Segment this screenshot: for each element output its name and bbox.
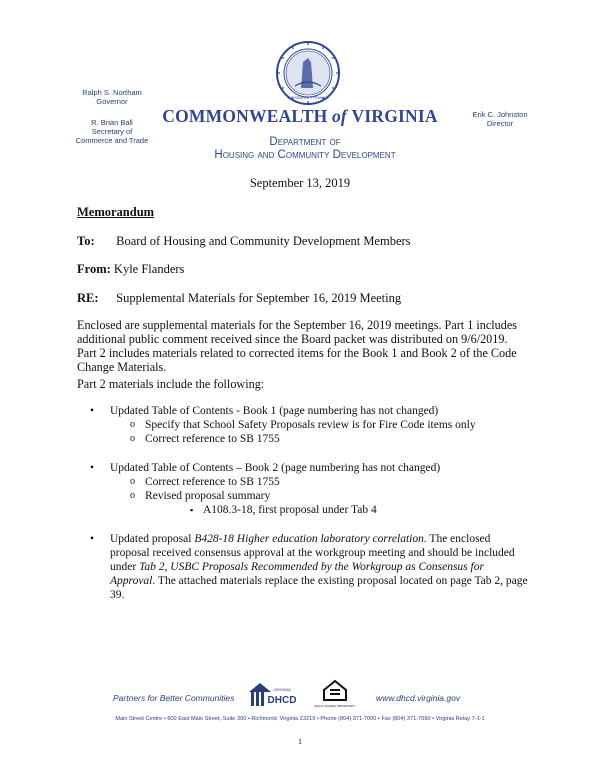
re-label: RE: (77, 291, 99, 305)
sub-sub-bullet: ▪ A108.3-18, first proposal under Tab 4 (90, 503, 530, 517)
title-main: COMMONWEALTH (162, 106, 332, 126)
website-link[interactable]: www.dhcd.virginia.gov (376, 693, 461, 703)
director-block (460, 110, 540, 128)
dhcd-logo-top: VIRGINIA (273, 687, 291, 692)
b3-text-e: . The attached materials replace the existing proposal located on page Tab 2, page 39. (110, 575, 528, 601)
title-state: VIRGINIA (351, 106, 438, 126)
governor-block (62, 88, 162, 106)
intro-paragraph: Enclosed are supplemental materials for the September 16, 2019 meetings. Part 1 includes additional public comment received since the Board packet was distributed on 9/6/2019. Part 2 includes materials related to corrected items for the Book 1 and Book 2 of the Code Change Materials. (77, 318, 517, 374)
re-value: Supplemental Materials for September 16, 2019 Meeting (116, 291, 402, 305)
b3-text-c: . The enclosed proposal received consensus approval at the workgroup meeting and should be included under (110, 533, 515, 573)
from-value: Kyle Flanders (113, 262, 185, 276)
title-of: of (331, 106, 352, 126)
director-title: Director (486, 119, 514, 128)
secretary-title-2: Commerce and Trade (75, 136, 149, 145)
sub-bullet: o Correct reference to SB 1755 (90, 475, 530, 489)
bullet-book1: • Updated Table of Contents - Book 1 (page numbering has not changed) (90, 404, 530, 418)
part2-intro: Part 2 materials include the following: (77, 377, 265, 391)
b3-proposal-name: B428-18 Higher education laboratory correlation (194, 533, 424, 545)
memo-heading: Memorandum (77, 205, 155, 219)
re-row (77, 291, 401, 306)
page-number: 1 (298, 737, 302, 746)
secretary-block (62, 118, 162, 145)
director-name: Erik C. Johnston (472, 110, 528, 119)
dhcd-logo-text: DHCD (267, 695, 297, 706)
bullet-book2: • Updated Table of Contents – Book 2 (page numbering has not changed) (90, 461, 530, 475)
bullet-group-1 (90, 404, 530, 446)
sub-bullet: o Correct reference to SB 1755 (90, 432, 530, 446)
dept-line-2: Housing and Community Development (214, 149, 396, 161)
from-row (77, 262, 184, 277)
to-value: Board of Housing and Community Development Members (116, 234, 411, 248)
from-label: From: (77, 262, 111, 276)
memo-date: September 13, 2019 (249, 176, 351, 190)
sub-bullet: o Specify that School Safety Proposals review is for Fire Code items only (90, 418, 530, 432)
footer-address: Main Street Centre • 600 East Main Street, Suite 300 • Richmond, Virginia 23219 • Phone (804) 371-7000 • Fax (804) 371-7090 • Virginia Relay 7-1-1 (115, 716, 485, 722)
b3-tab-name: Tab 2, USBC Proposals Recommended by the Workgroup as Consensus for Approval (110, 561, 484, 587)
to-label: To: (77, 234, 95, 248)
bullet-group-3 (90, 532, 530, 602)
equal-housing-icon (314, 678, 356, 710)
b3-text-a: Updated proposal (110, 533, 195, 545)
to-row (77, 234, 411, 249)
department-name (200, 136, 410, 162)
virginia-seal (275, 40, 341, 106)
sub-bullet: o Revised proposal summary (90, 489, 530, 503)
governor-name: Ralph S. Northam (82, 88, 142, 97)
bullet-group-2 (90, 461, 530, 517)
bullet-b428 (90, 532, 530, 602)
governor-title: Governor (96, 97, 128, 106)
equal-housing-text: EQUAL HOUSING OPPORTUNITY (314, 705, 356, 708)
dept-line-1: Department of (269, 136, 341, 148)
seal-motto: SIC SEMPER TYRANNIS (287, 96, 329, 100)
footer-slogan: Partners for Better Communities (113, 693, 235, 703)
secretary-title: Secretary of (91, 127, 133, 136)
dhcd-logo (246, 680, 296, 710)
secretary-name: R. Brian Ball (91, 118, 133, 127)
commonwealth-title (150, 106, 450, 127)
